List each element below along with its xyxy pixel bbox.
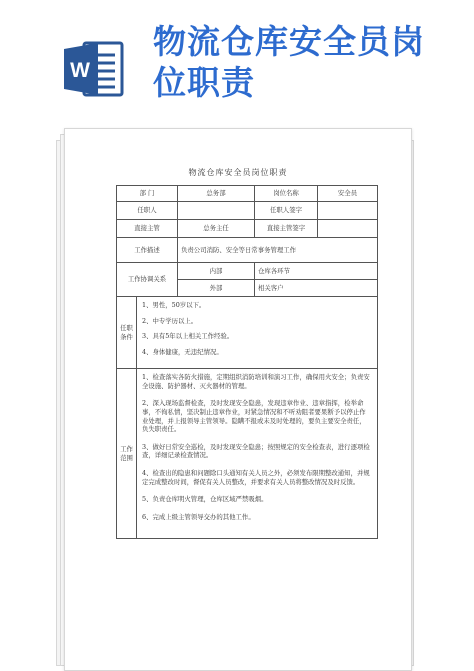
summary-label: 工作描述 [117,238,178,263]
supervisor-sign-value [318,220,378,238]
table-row [117,238,378,263]
dept-label: 部 门 [117,186,178,202]
list-item: 1、男性，50岁以下。 [142,301,206,309]
table-row [117,202,378,220]
external-value: 相关客户 [255,280,378,297]
scope-list [137,369,378,539]
summary-value: 负责公司消防、安全等日常事务管理工作 [178,238,378,263]
list-item: 4、身体健康，无违纪情况。 [142,347,223,356]
internal-value: 仓库各环节 [255,263,378,280]
word-document-icon [62,40,126,98]
document-page [64,128,412,671]
scope-label: 工作范围 [117,369,137,539]
holder-sign-label: 任职人签字 [255,202,318,220]
list-item: 4、检查出的隐患和问题除口头通知有关人员之外，必须发布限期整改通知，并规定完成整改时间，督促有关人员整改，并要求有关人员将整改情况及时反馈。 [142,469,370,486]
qualifications-label: 任职条件 [117,297,137,369]
job-description-table [116,185,378,539]
qualifications-list [137,297,378,369]
internal-label: 内部 [178,263,255,280]
table-row [117,263,378,280]
page-title-line-2: 位职责 [153,63,255,102]
list-item: 3、做好日常安全巡检，及时发现安全隐患；按照规定的安全检查表，进行逐项检查，详细记录检查情况。 [142,442,370,460]
document-title: 物流仓库安全员岗位职责 [188,168,288,177]
supervisor-sign-label: 直接主管签字 [255,220,318,238]
holder-value [178,202,255,220]
external-label: 外部 [178,280,255,297]
page-header [0,0,474,128]
list-item: 2、中专学历以上。 [142,316,198,325]
list-item: 2、深入现场监督检查，及时发现安全隐患，发现违章作业、违章指挥，检举命事，不徇私情，坚决制止违章作业，对紧急情况和不听劝阻者要果断予以停止作业处理，并上报领导主管领导。隐瞒不报或未及时处理的，要负主要安全责任，负失职责任。 [142,399,366,434]
list-item: 6、完成上级主管领导交办的其他工作。 [142,513,255,522]
list-item: 1、检查落实各防火措施，定期组织消防培训和演习工作，确保用火安全；负责安全设施、防护器材、灭火器材的管理。 [142,373,370,390]
relations-label: 工作协调关系 [117,263,178,297]
dept-value: 总务部 [178,186,255,202]
svg-text:W: W [70,59,90,82]
holder-sign-value [318,202,378,220]
table-row [117,220,378,238]
supervisor-label: 直接主管 [117,220,178,238]
table-row [117,186,378,202]
holder-label: 任职人 [117,202,178,220]
page-title-line-1: 物流仓库安全员岗 [153,22,425,61]
list-item: 3、具有5年以上相关工作经验。 [142,332,234,341]
supervisor-value: 总务主任 [178,220,255,238]
table-row [117,369,378,539]
table-row [117,297,378,369]
post-label: 岗位名称 [255,186,318,202]
post-value: 安全员 [318,186,378,202]
list-item: 5、负责仓库明火管理，仓库区域严禁吸烟。 [142,495,268,504]
